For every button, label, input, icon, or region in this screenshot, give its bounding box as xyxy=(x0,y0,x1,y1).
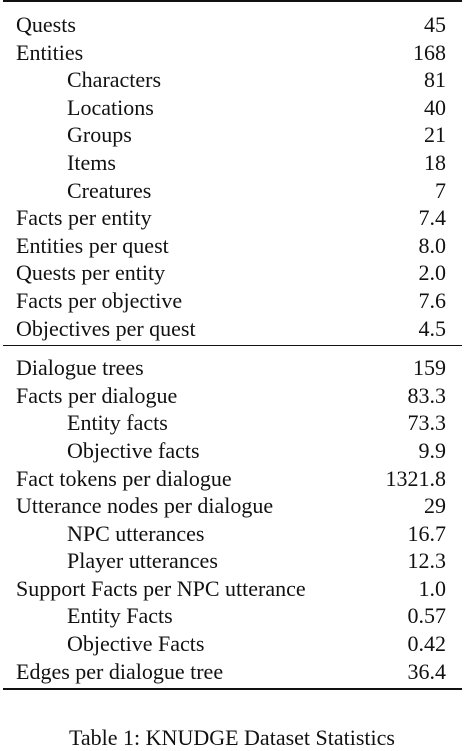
row-label: Objectives per quest xyxy=(16,315,196,341)
table-row xyxy=(3,204,462,232)
row-value: 4.5 xyxy=(418,315,446,341)
table-row xyxy=(3,492,462,520)
table-row xyxy=(3,232,462,260)
table-caption: Table 1: KNUDGE Dataset Statistics xyxy=(69,725,395,750)
row-value: 16.7 xyxy=(407,520,446,546)
row-label: Entity Facts xyxy=(67,603,173,629)
table-row xyxy=(3,11,462,39)
row-label: Quests xyxy=(16,12,76,37)
table-row xyxy=(3,437,462,465)
row-value: 8.0 xyxy=(418,232,446,258)
table-row xyxy=(3,630,462,658)
table-row xyxy=(3,121,462,149)
row-label: Entities xyxy=(16,39,84,65)
table-row xyxy=(3,409,462,437)
table-row xyxy=(3,658,462,686)
row-value: 18 xyxy=(424,149,446,175)
table-row xyxy=(3,382,462,410)
row-value: 40 xyxy=(424,94,446,120)
row-value: 7.4 xyxy=(418,205,446,231)
row-value: 21 xyxy=(424,122,446,148)
row-value: 83.3 xyxy=(407,382,446,408)
row-label: Entities per quest xyxy=(16,232,169,258)
dialogue-statistics-section xyxy=(3,346,462,688)
row-value: 12.3 xyxy=(407,548,446,574)
row-value: 2.0 xyxy=(418,260,446,286)
row-value: 1321.8 xyxy=(385,465,446,491)
row-label: Fact tokens per dialogue xyxy=(16,465,232,491)
table-row xyxy=(3,177,462,205)
table-row xyxy=(3,259,462,287)
table-row xyxy=(3,602,462,630)
row-label: Entity facts xyxy=(67,410,168,436)
bottom-rule xyxy=(3,688,462,690)
row-value: 0.42 xyxy=(407,631,446,657)
table-row xyxy=(3,66,462,94)
row-value: 0.57 xyxy=(407,603,446,629)
row-label: Edges per dialogue tree xyxy=(16,658,224,684)
table-row xyxy=(3,287,462,315)
row-value: 1.0 xyxy=(418,575,446,601)
row-label: Items xyxy=(67,149,116,175)
row-label: Facts per dialogue xyxy=(16,382,178,408)
row-value: 9.9 xyxy=(418,437,446,463)
row-label: Objective Facts xyxy=(67,631,205,657)
table-row xyxy=(3,465,462,493)
row-label: Characters xyxy=(67,67,162,93)
row-label: Creatures xyxy=(67,177,152,203)
table-row xyxy=(3,94,462,122)
row-value: 73.3 xyxy=(407,410,446,436)
row-label: Utterance nodes per dialogue xyxy=(16,493,274,519)
table-row xyxy=(3,149,462,177)
table-row xyxy=(3,315,462,343)
table-row xyxy=(3,575,462,603)
row-label: Objective facts xyxy=(67,437,200,463)
table-row xyxy=(3,354,462,382)
table-row xyxy=(3,547,462,575)
quest-statistics-section xyxy=(3,2,462,345)
row-value: 168 xyxy=(413,39,446,65)
row-label: NPC utterances xyxy=(67,520,205,546)
row-value: 36.4 xyxy=(407,658,446,684)
row-label: Dialogue trees xyxy=(16,355,144,381)
row-label: Locations xyxy=(67,94,154,120)
table-row xyxy=(3,39,462,67)
row-value: 7.6 xyxy=(418,287,446,313)
row-value: 159 xyxy=(413,355,446,381)
row-label: Quests per entity xyxy=(16,260,166,286)
row-label: Groups xyxy=(67,122,132,148)
table-row xyxy=(3,520,462,548)
row-value: 29 xyxy=(424,493,446,519)
row-value: 7 xyxy=(435,177,446,203)
row-label: Facts per objective xyxy=(16,287,183,313)
row-value: 81 xyxy=(424,67,446,93)
statistics-table xyxy=(3,0,462,690)
row-label: Facts per entity xyxy=(16,205,152,231)
row-value: 45 xyxy=(424,12,446,37)
row-label: Support Facts per NPC utterance xyxy=(16,575,306,601)
row-label: Player utterances xyxy=(67,548,218,574)
